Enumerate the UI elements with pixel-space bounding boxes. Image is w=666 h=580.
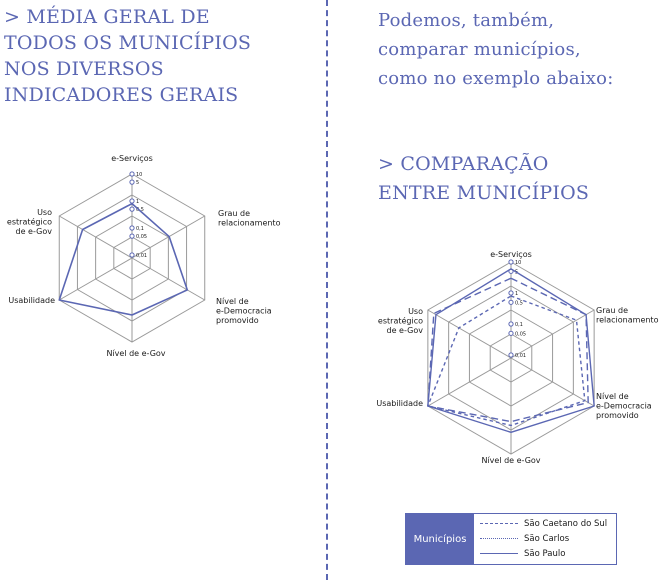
tick-label: 0,01 <box>136 253 148 259</box>
axis-label-line: promovido <box>596 410 639 420</box>
heading-line: INDICADORES GERAIS <box>4 84 239 106</box>
axis-label <box>596 392 652 420</box>
legend-items <box>474 514 616 564</box>
tick-label: 0,5 <box>515 300 523 307</box>
tick-label: 0,5 <box>136 207 144 214</box>
tick-label: 1 <box>136 199 140 205</box>
tick-label: 0,1 <box>136 226 144 232</box>
tick-label: 5 <box>515 269 519 276</box>
legend-swatch-dash-short <box>480 538 518 539</box>
tick-marker <box>509 322 513 326</box>
tick-label: 0,05 <box>515 331 527 338</box>
legend-label: São Carlos <box>524 533 570 544</box>
axis-label <box>376 399 423 408</box>
legend-label: São Caetano do Sul <box>524 518 608 529</box>
axis-label <box>596 306 659 324</box>
tick-label: 5 <box>136 180 140 187</box>
axis-label-line: Nível de <box>596 392 629 401</box>
tick-label: 0,01 <box>515 353 527 359</box>
tick-label: 0,1 <box>515 322 523 328</box>
axis-label-line: promovido <box>216 315 259 325</box>
axis-label-line: Usabilidade <box>376 399 423 408</box>
axis-label-line: de e-Gov <box>386 325 423 335</box>
intro-line: Podemos, também, <box>378 10 555 31</box>
axis-label-line: Nível de <box>216 297 249 306</box>
legend-swatch-dash-long <box>480 523 518 524</box>
tick-marker <box>509 353 513 357</box>
tick-marker <box>509 260 513 264</box>
legend-item <box>480 531 610 546</box>
intro-line: como no exemplo abaixo: <box>378 68 614 89</box>
axis-label-line: Nível de e-Gov <box>106 349 166 358</box>
heading-line: > COMPARAÇÃO <box>378 153 549 175</box>
axis-label-line: relacionamento <box>596 315 659 325</box>
legend-item <box>480 516 610 531</box>
axis-label-line: Usabilidade <box>8 296 55 305</box>
tick-label: 10 <box>136 172 143 178</box>
axis-label-line: Grau de <box>596 306 629 315</box>
axis-label-line: Uso <box>37 208 52 217</box>
axis-label <box>490 250 532 259</box>
legend-label: São Paulo <box>524 548 566 559</box>
heading-line: > MÉDIA GERAL DE <box>4 6 210 28</box>
tick-marker <box>509 300 513 304</box>
legend-swatch-solid <box>480 553 518 554</box>
axis-label-line: e-Democracia <box>596 401 652 411</box>
axis-label-line: e-Serviços <box>111 154 153 163</box>
axis-label-line: e-Democracia <box>216 306 272 316</box>
axis-label-line: Grau de <box>218 209 251 218</box>
axis-label-line: estratégico <box>377 316 423 326</box>
axis-label-line: estratégico <box>6 217 52 227</box>
heading-line: TODOS OS MUNICÍPIOS <box>4 32 252 54</box>
tick-label: 0,05 <box>136 234 148 241</box>
axis-label <box>378 307 423 335</box>
axis-label-line: e-Serviços <box>490 250 532 259</box>
axis-label-line: relacionamento <box>218 218 281 228</box>
tick-marker <box>509 291 513 295</box>
heading-line: NOS DIVERSOS <box>4 58 164 80</box>
intro-line: comparar municípios, <box>378 39 581 60</box>
axis-label-line: Uso <box>408 307 423 316</box>
series-line <box>428 278 588 421</box>
legend-item <box>480 546 610 561</box>
chart-legend <box>405 513 617 565</box>
tick-label: 1 <box>515 291 519 297</box>
legend-title: Municípios <box>406 514 474 564</box>
axis-label-line: Nível de e-Gov <box>481 456 541 465</box>
axis-label-line: de e-Gov <box>15 226 52 236</box>
axis-label <box>481 456 540 465</box>
tick-marker <box>509 331 513 335</box>
tick-label: 10 <box>515 260 522 266</box>
heading-line: ENTRE MUNICÍPIOS <box>378 182 590 204</box>
